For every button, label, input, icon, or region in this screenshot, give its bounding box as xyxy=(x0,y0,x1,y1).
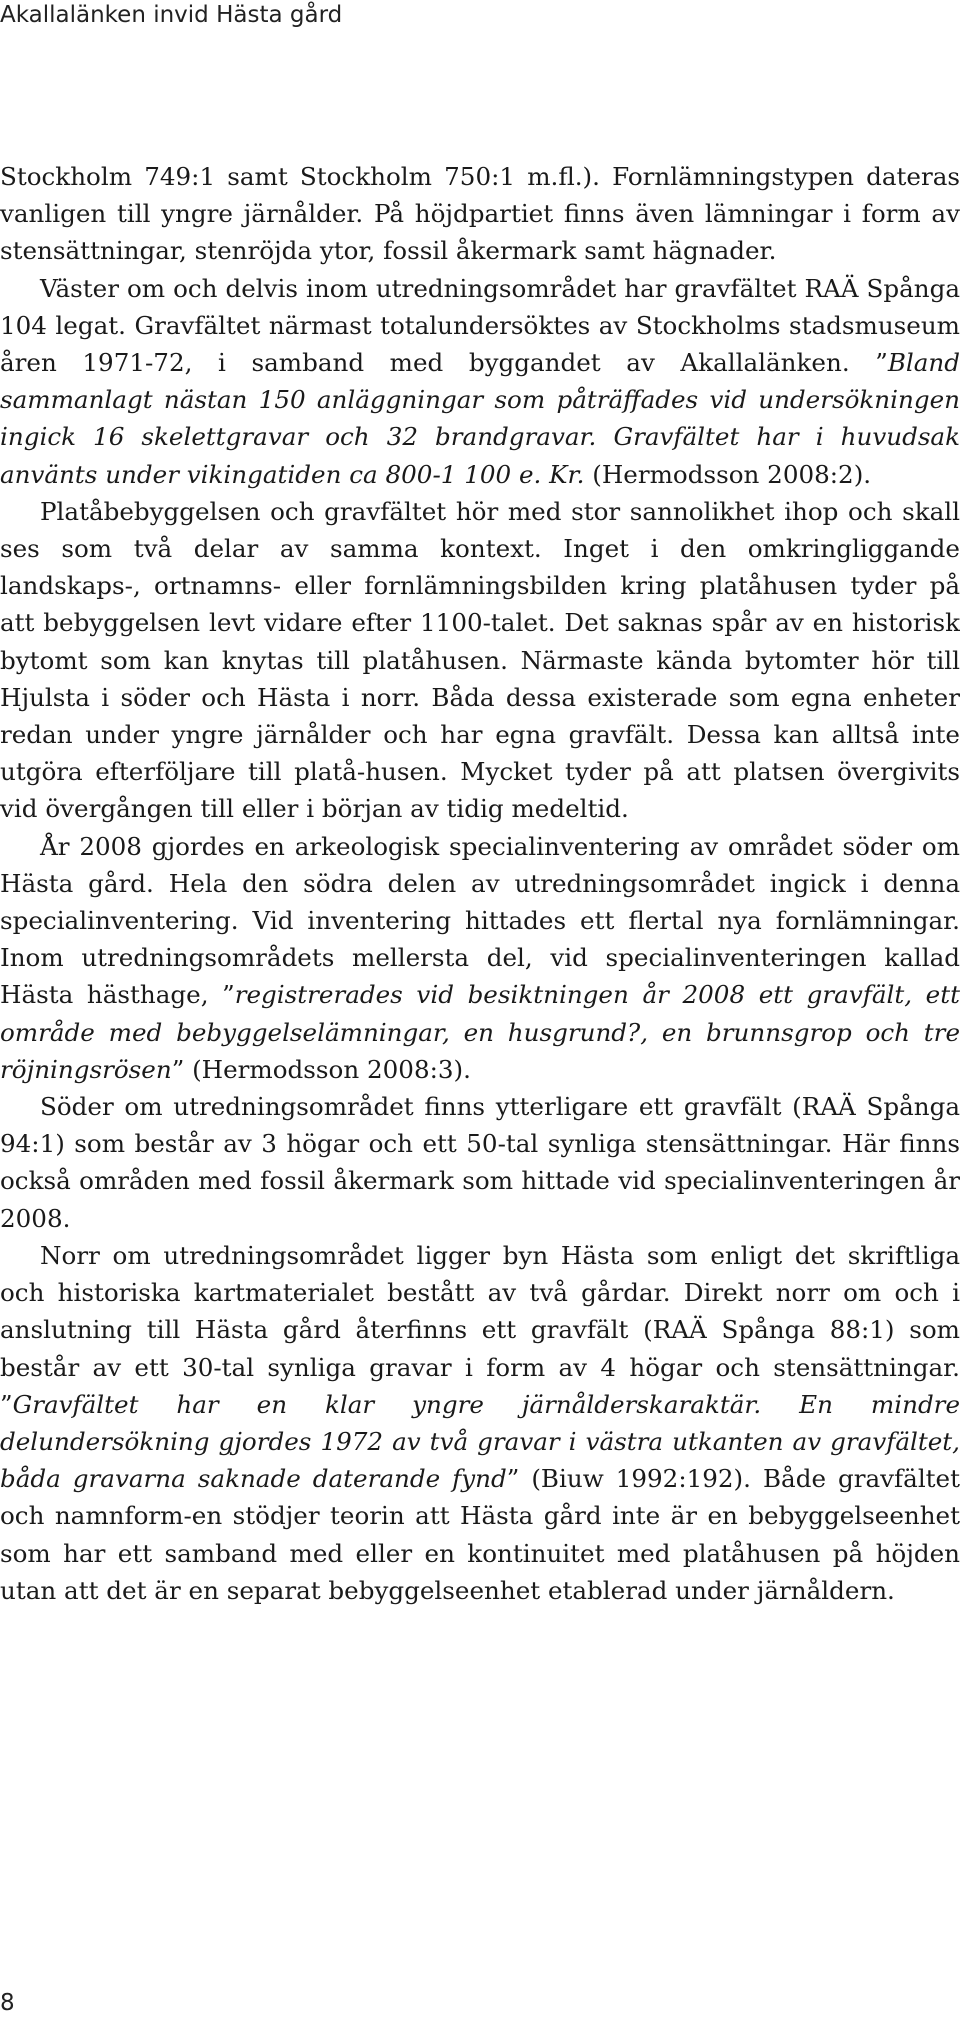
paragraph-4-text: År 2008 gjordes en arkeologisk specialinventering av området söder om Hästa gård. Hela den södra delen av utredningsområdet ingick i denna specialinventering. Vid inventering hittades ett flertal nya fornlämningar. Inom utredningsområdets mellersta del, vid specialinventeringen kallad Hästa hästhage, ” xyxy=(0,831,960,1010)
paragraph-1-text: Stockholm 749:1 samt Stockholm 750:1 m.fl.). Fornlämningstypen dateras vanligen till yngre järnålder. På höjdpartiet finns även lämningar i form av stensättningar, stenröjda ytor, fossil åkermark samt hägnader. xyxy=(0,162,960,266)
paragraph-6-quote: Gravfältet har en klar yngre järnålderskaraktär. En mindre delundersökning gjordes 1972 av två gravar i västra utkanten av gravfältet, båda gravarna saknade daterande fynd xyxy=(0,1389,960,1494)
paragraph-4 xyxy=(0,828,960,1088)
paragraph-6-citation: ” (Biuw 1992:192). Både gravfältet och namnform-en stödjer teorin att Hästa gård inte är en bebyggelseenhet som har ett samband med eller en kontinuitet med platåhusen på höjden utan att det är en separat bebyggelseenhet etablerad under järnåldern. xyxy=(0,1464,960,1605)
paragraph-4-quote: registrerades vid besiktningen år 2008 ett gravfält, ett område med bebyggelselämningar, en husgrund?, en brunnsgrop och tre röjningsrösen xyxy=(0,980,960,1084)
paragraph-5-text: Söder om utredningsområdet finns ytterligare ett gravfält (RAÄ Spånga 94:1) som består av 3 högar och ett 50-tal synliga stensättningar. Här finns också områden med fossil åkermark som hittade vid specialinventeringen år 2008. xyxy=(0,1092,960,1233)
document-body xyxy=(0,158,960,1609)
paragraph-6 xyxy=(0,1237,960,1609)
paragraph-5 xyxy=(0,1088,960,1237)
paragraph-2-quote: Bland sammanlagt nästan 150 anläggningar som påträffades vid undersökningen ingick 16 skelettgravar och 32 brandgravar. Gravfältet har i huvudsak använts under vikingatiden ca 800-1 100 e. Kr. xyxy=(0,348,960,489)
paragraph-4-citation: ” (Hermodsson 2008:3). xyxy=(171,1054,471,1084)
paragraph-2-text: Väster om och delvis inom utredningsområdet har gravfältet RAÄ Spånga 104 legat. Gravfältet närmast totalundersöktes av Stockholms stadsmuseum åren 1971-72, i samband med byggandet av Akallalänken. ” xyxy=(0,273,960,378)
paragraph-2-citation: (Hermodsson 2008:2). xyxy=(584,459,872,489)
page-number: 8 xyxy=(0,1990,15,2016)
paragraph-3 xyxy=(0,493,960,828)
paragraph-1 xyxy=(0,158,960,270)
paragraph-3-text: Platåbebyggelsen och gravfältet hör med stor sannolikhet ihop och skall ses som två delar av samma kontext. Inget i den omkringliggande landskaps-, ortnamns- eller fornlämningsbilden kring platåhusen tyder på att bebyggelsen levt vidare efter 1100-talet. Det saknas spår av en historisk bytomt som kan knytas till platåhusen. Närmaste kända bytomter hör till Hjulsta i söder och Hästa i norr. Båda dessa existerade som egna enheter redan under yngre järnålder och har egna gravfält. Dessa kan alltså inte utgöra efterföljare till platå-husen. Mycket tyder på att platsen övergivits vid övergången till eller i början av tidig medeltid. xyxy=(0,496,960,824)
running-head: Akallalänken invid Hästa gård xyxy=(0,2,343,28)
paragraph-6-text: Norr om utredningsområdet ligger byn Hästa som enligt det skriftliga och historiska kartmaterialet bestått av två gårdar. Direkt norr om och i anslutning till Hästa gård återfinns ett gravfält (RAÄ Spånga 88:1) som består av ett 30-tal synliga gravar i form av 4 högar och stensättningar. ” xyxy=(0,1240,960,1419)
paragraph-2 xyxy=(0,270,960,493)
